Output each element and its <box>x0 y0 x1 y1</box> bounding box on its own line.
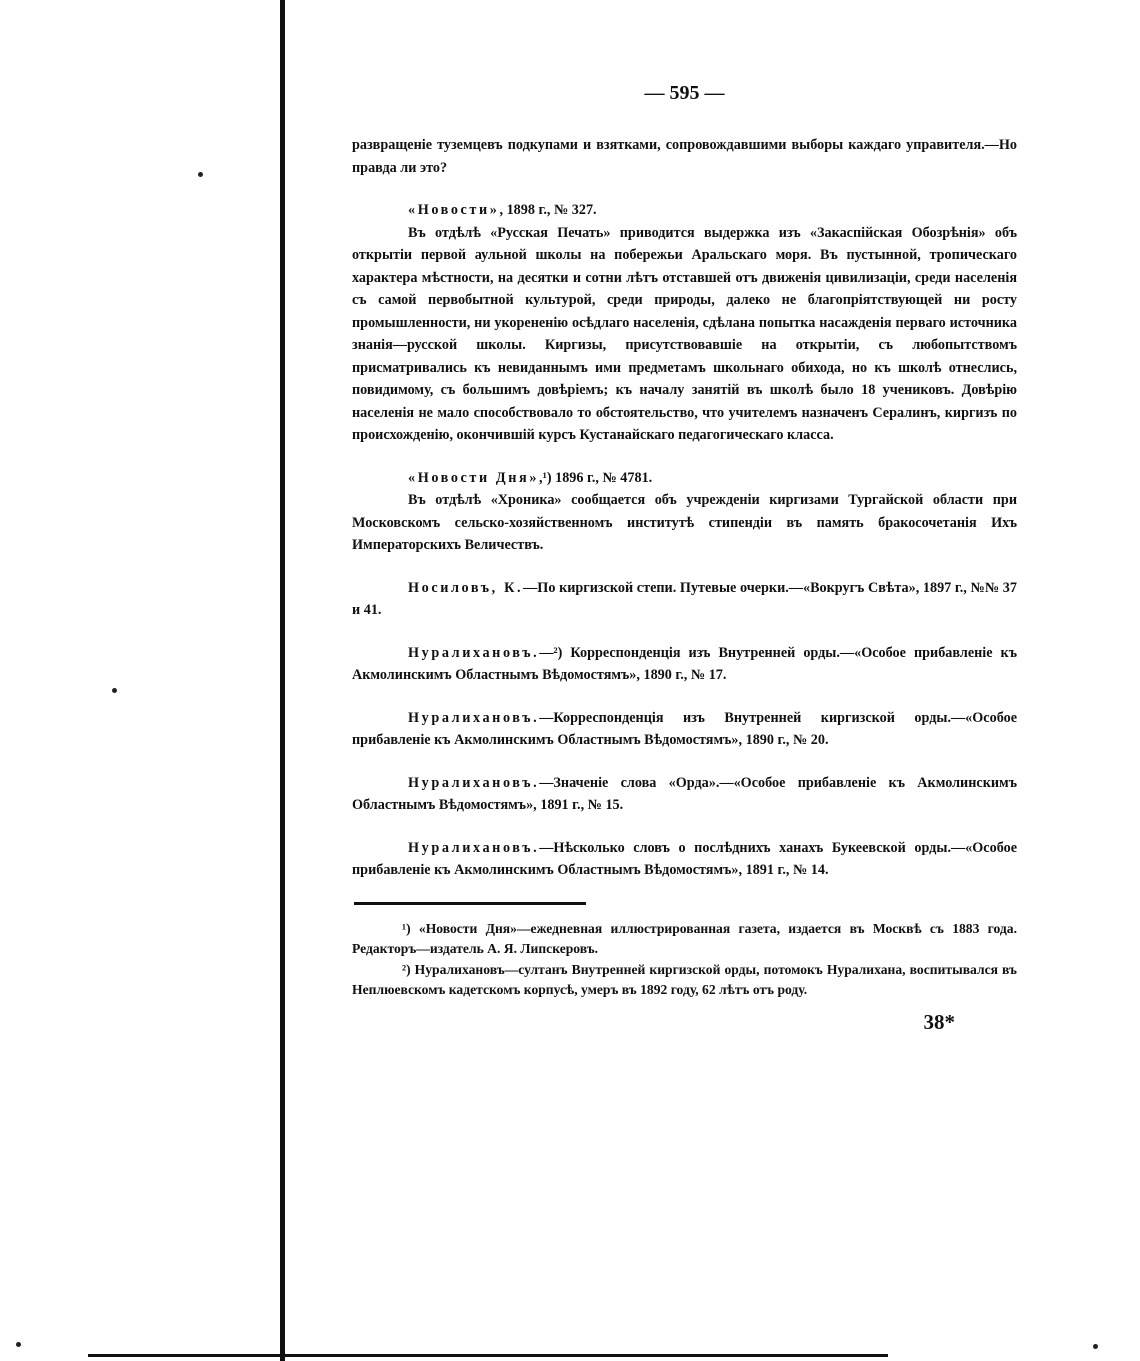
entry-text: —Корреспонденція изъ Внутренней киргизской орды.—«Особое прибавленіе къ Акмолинскимъ Областнымъ Вѣдомостямъ», 1890 г., № 20. <box>352 709 1017 748</box>
bibliography-entry <box>352 772 1017 817</box>
speck <box>1093 1344 1098 1349</box>
bibliography-entry <box>352 467 1017 557</box>
bibliography-entry <box>352 837 1017 882</box>
page-number: — 595 — <box>644 82 725 104</box>
bottom-edge-line <box>88 1354 888 1357</box>
entry-author: Нуралихановъ. <box>408 644 540 661</box>
entry-text: —Нѣсколько словъ о послѣднихъ ханахъ Букеевской орды.—«Особое прибавленіе къ Акмолинскимъ Областнымъ Вѣдомостямъ», 1891 г., № 14. <box>352 839 1017 878</box>
entry-body: Въ отдѣлѣ «Русская Печать» приводится выдержка изъ «Закаспійская Обозрѣнія» объ открытіи первой аульной школы на побережьи Аральскаго моря. Въ пустынной, тропическаго характера мѣстности, на десятки и сотни лѣтъ отставшей отъ движенія цивилизаціи, среди населенія съ самой первобытной культурой, среди природы, далеко не благопріятствующей ни росту промышленности, ни укорененію осѣдлаго населенія, сдѣлана попытка насажденія перваго источника знанія—русской школы. Киргизы, присутствовавшіе на открытіи, съ любопытствомъ присматривались къ невиданнымъ ими предметамъ школьнаго обихода, но къ школѣ отнеслись, повидимому, съ большимъ довѣріемъ; къ началу занятій въ школѣ было 18 учениковъ. Довѣрію населенія не мало способствовало то обстоятельство, что учителемъ назначенъ Сералинъ, киргизъ по происхожденію, окончившій курсъ Кустанайскаго педагогическаго класса. <box>352 224 1017 443</box>
entry-author: Нуралихановъ. <box>408 774 540 791</box>
entry-author: Нуралихановъ. <box>408 839 540 856</box>
speck <box>198 172 203 177</box>
bibliography-entry <box>352 199 1017 447</box>
entry-heading <box>352 467 1017 490</box>
speck <box>112 688 117 693</box>
footnote-1: ¹) «Новости Дня»—ежедневная иллюстрированная газета, издается въ Москвѣ съ 1883 года. Редакторъ—издатель А. Я. Липскеровъ. <box>352 920 1017 956</box>
entry-title: «Новости» <box>408 202 500 218</box>
footnote-2: ²) Нуралихановъ—султанъ Внутренней киргизской орды, потомокъ Нуралихана, воспитывался въ Неплюевскомъ кадетскомъ корпусѣ, умеръ въ 1892 году, 62 лѣтъ отъ роду. <box>352 961 1017 997</box>
signature-mark: 38* <box>923 1009 955 1034</box>
entry-title: «Новости Дня» <box>408 469 540 486</box>
entry-ref: ,¹) 1896 г., № 4781. <box>539 469 653 486</box>
bibliography-entry <box>352 642 1017 687</box>
speck <box>16 1342 21 1347</box>
footnote-separator <box>354 902 586 905</box>
entry-ref: , 1898 г., № 327. <box>499 202 597 218</box>
bibliography-entry <box>352 707 1017 752</box>
entry-text: —Значеніе слова «Орда».—«Особое прибавленіе къ Акмолинскимъ Областнымъ Вѣдомостямъ», 1891 г., № 15. <box>352 774 1017 813</box>
binding-edge-line <box>280 0 285 1361</box>
entry-author: Носиловъ, К. <box>408 579 524 596</box>
intro-paragraph: развращеніе туземцевъ подкупами и взятками, сопровождавшими выборы каждаго управителя.—Но правда ли это? <box>352 137 1017 176</box>
document-page <box>352 78 1017 1035</box>
entry-text: —По киргизской степи. Путевые очерки.—«Вокругъ Свѣта», 1897 г., №№ 37 и 41. <box>352 579 1017 618</box>
entry-body: Въ отдѣлѣ «Хроника» сообщается объ учрежденіи киргизами Тургайской области при Московскомъ сельско-хозяйственномъ институтѣ стипендіи въ память бракосочетанія Ихъ Императорскихъ Величествъ. <box>352 492 1017 553</box>
entry-heading <box>352 199 1017 222</box>
entry-text: —²) Корреспонденція изъ Внутренней орды.—«Особое прибавленіе къ Акмолинскимъ Областнымъ Вѣдомостямъ», 1890 г., № 17. <box>352 644 1017 683</box>
entry-author: Нуралихановъ. <box>408 709 540 726</box>
bibliography-entry <box>352 577 1017 622</box>
